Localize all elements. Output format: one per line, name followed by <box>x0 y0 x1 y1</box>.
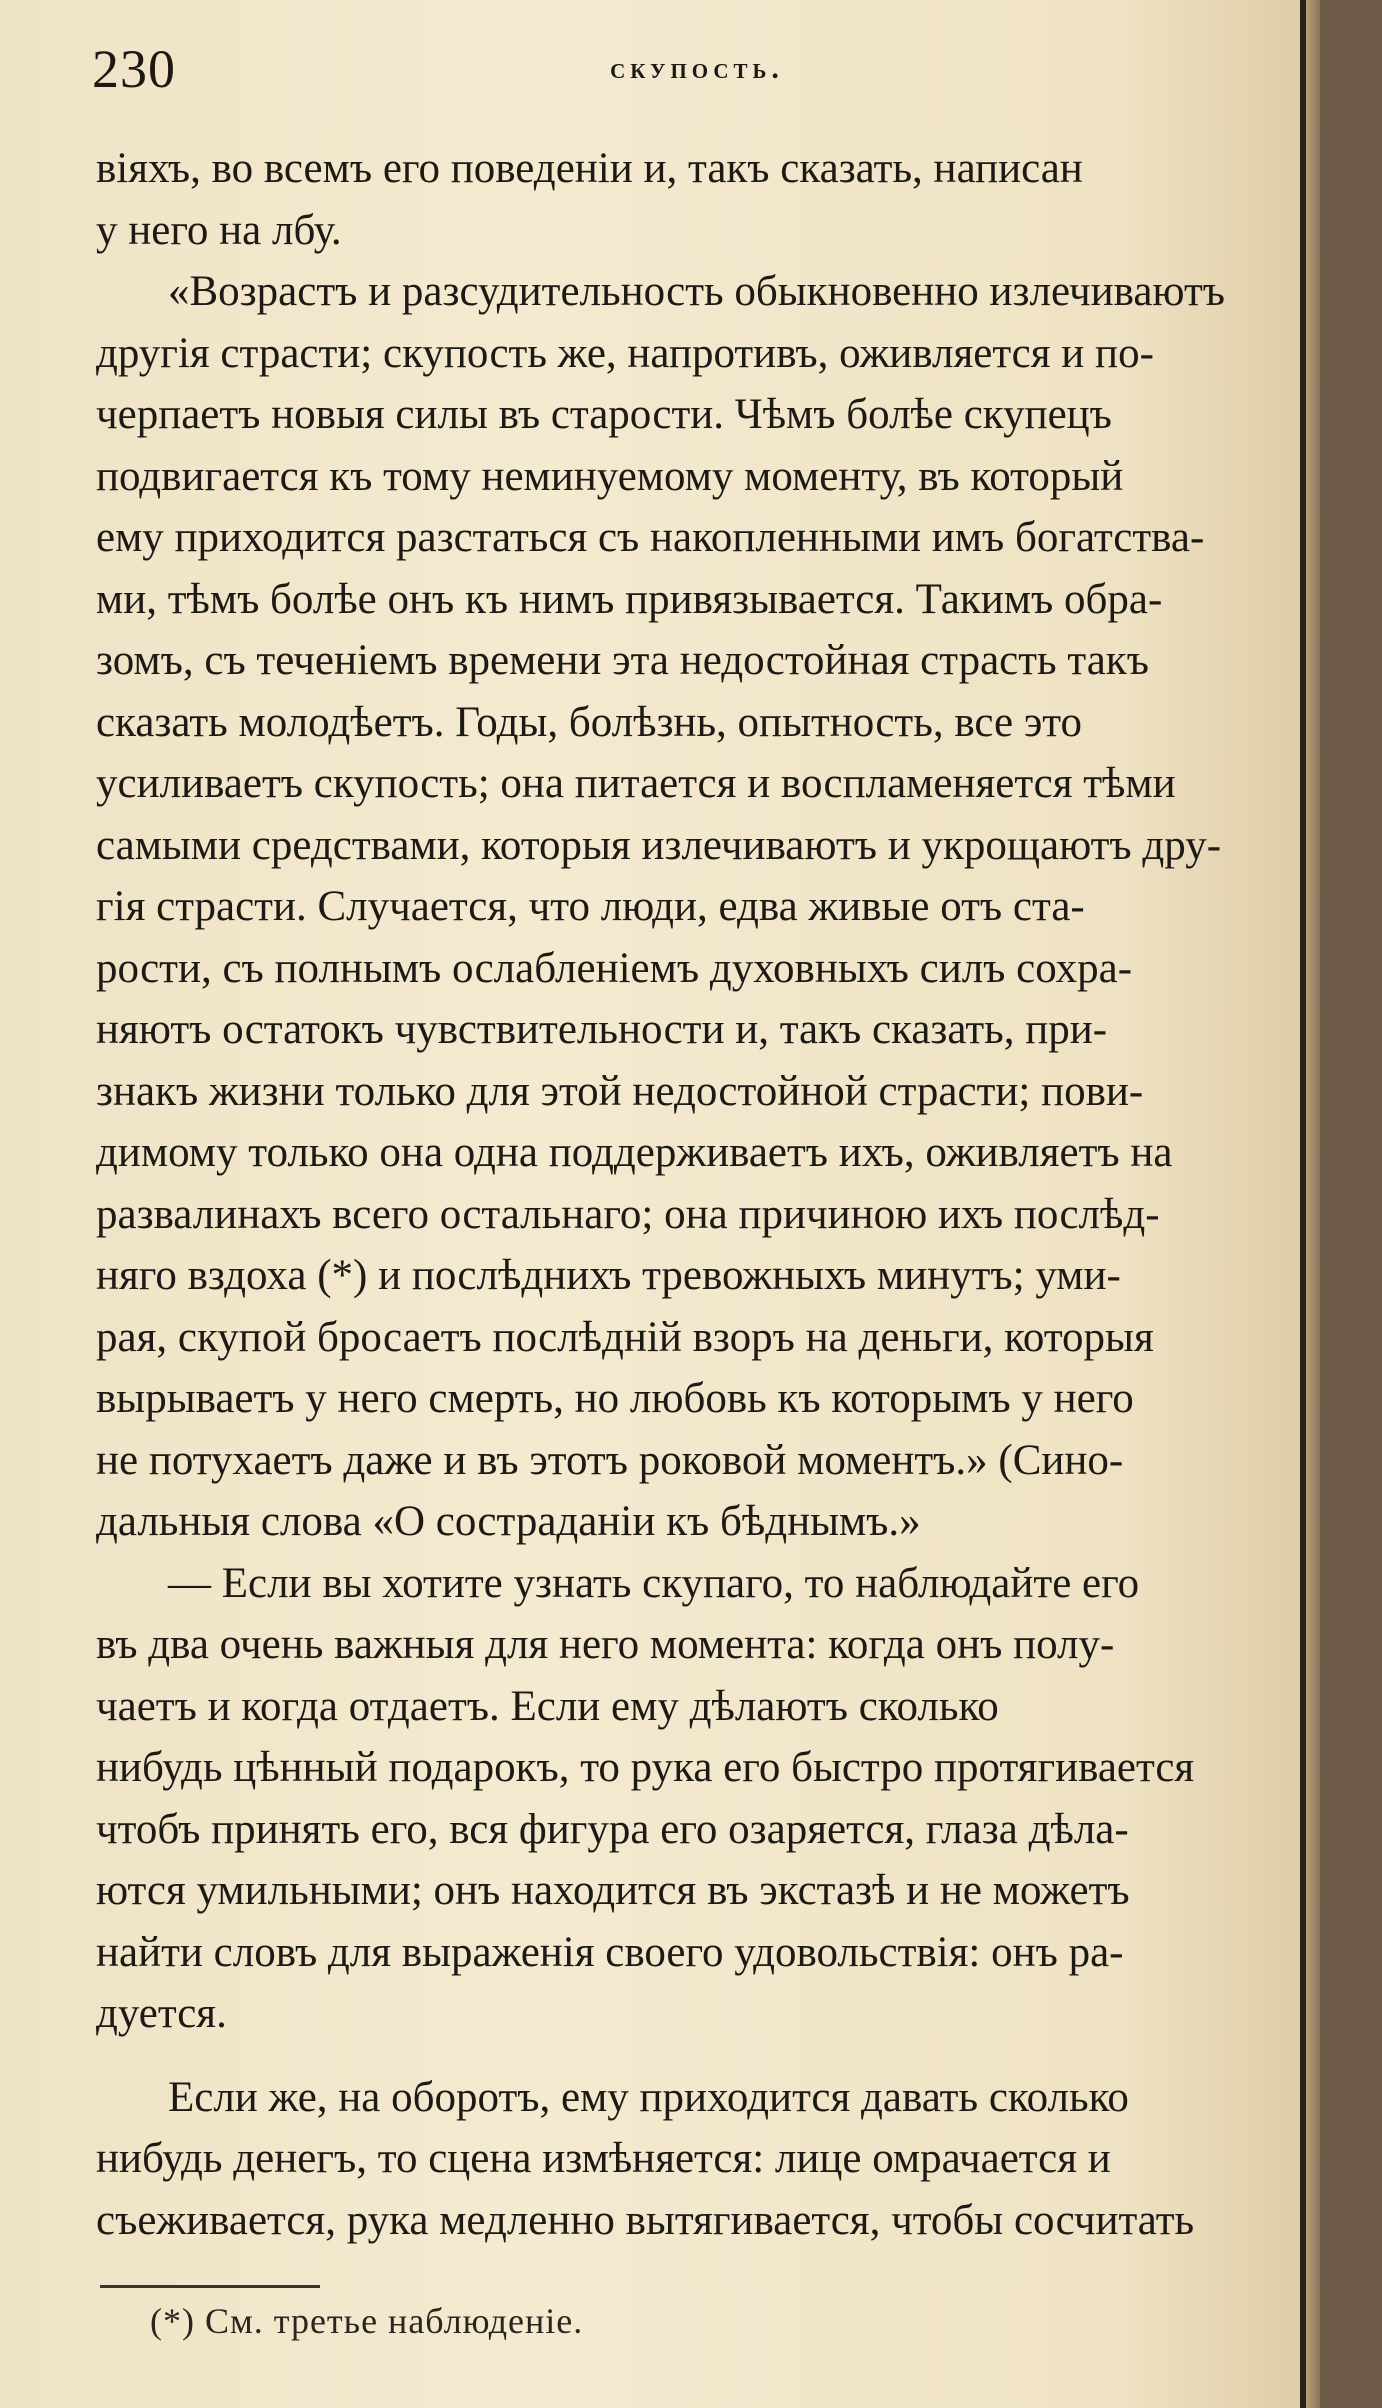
text-line: віяхъ, во всемъ его поведеніи и, такъ сказать, написан <box>96 145 1083 192</box>
text-line: няютъ остатокъ чувствительности и, такъ сказать, при- <box>96 1006 1108 1053</box>
text-line: черпаетъ новыя силы въ старости. Чѣмъ болѣе скупецъ <box>96 391 1112 438</box>
footnote-rule <box>100 2285 320 2288</box>
text-line: съеживается, рука медленно вытягивается, чтобы сосчитать <box>96 2196 1195 2244</box>
page-number: 230 <box>92 39 176 99</box>
footnote: (*) См. третье наблюденіе. <box>150 2301 584 2341</box>
text-line: у него на лбу. <box>96 206 342 254</box>
text-line: чаетъ и когда отдаетъ. Если ему дѣлаютъ сколько <box>96 1682 999 1730</box>
text-line: другія страсти; скупость же, напротивъ, оживляется и по- <box>96 329 1154 377</box>
text-line: зомъ, съ теченіемъ времени эта недостойная страсть такъ <box>96 637 1149 684</box>
text-line: знакъ жизни только для этой недостойной страсти; пови- <box>96 1067 1144 1115</box>
text-line: вырываетъ у него смерть, но любовь къ которымъ у него <box>96 1375 1134 1422</box>
text-line: няго вздоха (*) и послѣднихъ тревожныхъ минутъ; уми- <box>96 1252 1121 1299</box>
text-line: чтобъ принять его, вся фигура его озаряется, глаза дѣла- <box>96 1805 1129 1853</box>
text-line: дальныя слова «О состраданіи къ бѣднымъ.» <box>96 1498 921 1545</box>
text-line: дуется. <box>96 1990 227 2037</box>
text-line: подвигается къ тому неминуемому моменту, въ который <box>96 452 1124 500</box>
text-line: — Если вы хотите узнать скупаго, то наблюдайте его <box>168 1559 1140 1607</box>
text-line: нибудь денегъ, то сцена измѣняется: лице омрачается и <box>96 2135 1111 2182</box>
text-line: сказать молодѣетъ. Годы, болѣзнь, опытность, все это <box>96 698 1082 746</box>
text-line: усиливаетъ скупость; она питается и воспламеняется тѣми <box>96 760 1176 807</box>
text-line: ми, тѣмъ болѣе онъ къ нимъ привязывается. Такимъ обра- <box>96 575 1163 623</box>
text-line: «Возрастъ и разсудительность обыкновенно излечиваютъ <box>168 268 1226 315</box>
text-line: Если же, на оборотъ, ему приходится давать сколько <box>168 2073 1129 2121</box>
text-line: ему приходится разстаться съ накопленными имъ богатства- <box>96 514 1205 561</box>
text-line: ются умильными; онъ находится въ экстазѣ и не можетъ <box>96 1867 1130 1914</box>
paragraph-gap <box>96 2045 1320 2067</box>
text-line: рости, съ полнымъ ослабленіемъ духовныхъ силъ сохра- <box>96 944 1133 992</box>
text-line: найти словъ для выраженія своего удовольствія: онъ ра- <box>96 1928 1124 1976</box>
page-header <box>92 38 1302 98</box>
body-text <box>96 138 1320 2251</box>
binding-shadow <box>1300 0 1306 2408</box>
text-line: димому только она одна поддерживаетъ ихъ, оживляетъ на <box>96 1129 1173 1176</box>
running-title: скупость. <box>610 52 784 85</box>
text-line: не потухаетъ даже и въ этотъ роковой моментъ.» (Сино- <box>96 1436 1124 1484</box>
text-line: развалинахъ всего остальнаго; она причиною ихъ послѣд- <box>96 1190 1160 1238</box>
text-line: нибудь цѣнный подарокъ, то рука его быстро протягивается <box>96 1744 1195 1791</box>
text-line: самыми средствами, которыя излечиваютъ и укрощаютъ дру- <box>96 821 1222 869</box>
text-line: гія страсти. Случается, что люди, едва живые отъ ста- <box>96 883 1085 930</box>
text-line: въ два очень важныя для него момента: когда онъ полу- <box>96 1621 1115 1668</box>
text-line: рая, скупой бросаетъ послѣдній взоръ на деньги, которыя <box>96 1313 1154 1361</box>
